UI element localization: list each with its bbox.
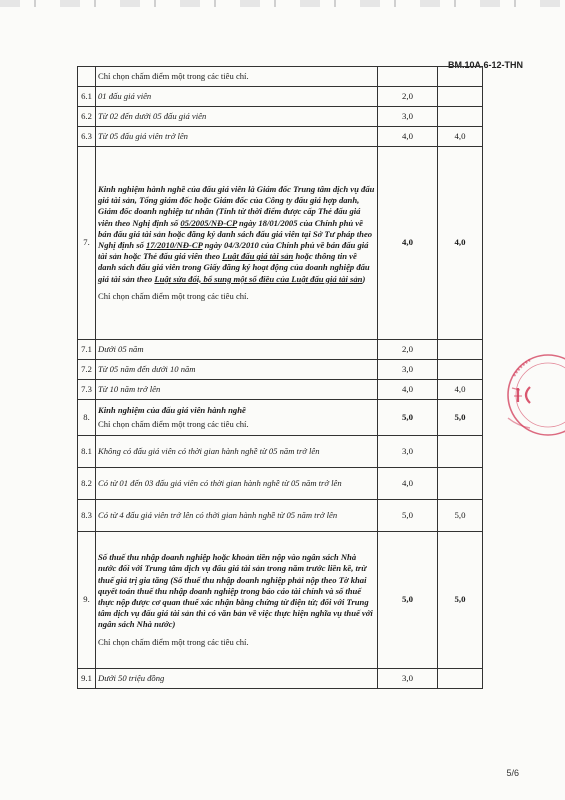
- max-score: 5,0: [378, 532, 438, 669]
- table-row: [78, 436, 483, 468]
- page-number: 5/6: [506, 768, 519, 778]
- awarded-score: [438, 669, 483, 689]
- row-number: 7.3: [78, 380, 96, 400]
- row-number: 8.1: [78, 436, 96, 468]
- row-number: 6.1: [78, 87, 96, 107]
- criteria-text: Từ 10 năm trở lên: [96, 380, 378, 400]
- table-row: [78, 340, 483, 360]
- row-number: 8.3: [78, 500, 96, 532]
- awarded-score: 5,0: [438, 500, 483, 532]
- awarded-score: 5,0: [438, 532, 483, 669]
- max-score: 5,0: [378, 500, 438, 532]
- criteria-text: Từ 02 đến dưới 05 đấu giá viên: [96, 107, 378, 127]
- row-number: 7.2: [78, 360, 96, 380]
- red-seal-stamp: [500, 348, 565, 442]
- criteria-text: Từ 05 đấu giá viên trở lên: [96, 127, 378, 147]
- criteria-text: Kinh nghiệm của đấu giá viên hành nghề Chỉ chọn chấm điểm một trong các tiêu chí.: [96, 400, 378, 436]
- criteria-text: Dưới 05 năm: [96, 340, 378, 360]
- awarded-score: [438, 360, 483, 380]
- awarded-score: [438, 436, 483, 468]
- awarded-score: 4,0: [438, 147, 483, 340]
- max-score: 2,0: [378, 87, 438, 107]
- table-row: [78, 127, 483, 147]
- row-number: 6.2: [78, 107, 96, 127]
- criteria-text: Số thuế thu nhập doanh nghiệp hoặc khoản tiền nộp vào ngân sách Nhà nước đối với Trung tâm dịch vụ đấu giá tài sản trong năm trước liền kề, trừ thuế giá trị gia tăng (Số thuế thu nhập doanh nghiệp phải nộp theo Tờ khai quyết toán thuế thu nhập doanh nghiệp trong báo cáo tài chính và số thuế thực nộp được cơ quan thuế xác nhận bằng chứng từ điện tử; đối với Trung tâm dịch vụ đấu giá tài sản thì có văn bản về việc thực hiện nghĩa vụ thuế với ngân sách Nhà nước) Chỉ chọn chấm điểm một trong các tiêu chí.: [96, 532, 378, 669]
- criteria-note: Chỉ chọn chấm điểm một trong các tiêu chí.: [98, 290, 249, 301]
- row-number: 8.2: [78, 468, 96, 500]
- criteria-table: [77, 66, 483, 689]
- max-score: 4,0: [378, 147, 438, 340]
- awarded-score: 4,0: [438, 127, 483, 147]
- table-row: [78, 67, 483, 87]
- criteria-text: Kinh nghiệm hành nghề của đấu giá viên là Giám đốc Trung tâm dịch vụ đấu giá tài sản, Tổng giám đốc hoặc Giám đốc của Công ty đấu giá hợp danh, Giám đốc doanh nghiệp tư nhân (Tính từ thời điểm được cấp Thẻ đấu giá viên theo Nghị định số 05/2005/NĐ-CP ngày 18/01/2005 của Chính phủ về bán đấu giá tài sản hoặc đăng ký danh sách đấu giá viên tại Sở Tư pháp theo Nghị định số 17/2010/NĐ-CP ngày 04/3/2010 của Chính phủ về bán đấu giá tài sản hoặc Thẻ đấu giá viên theo Luật đấu giá tài sản hoặc thông tin về danh sách đấu giá viên trong Giấy đăng ký hoạt động của doanh nghiệp đấu giá tài sản theo Luật sửa đổi, bổ sung một số điều của Luật đấu giá tài sản) Chỉ chọn chấm điểm một trong các tiêu chí.: [96, 147, 378, 340]
- max-score: 3,0: [378, 669, 438, 689]
- table-row: [78, 532, 483, 669]
- awarded-score: [438, 468, 483, 500]
- max-score: 4,0: [378, 127, 438, 147]
- table-row: [78, 360, 483, 380]
- criteria-note: Chỉ chọn chấm điểm một trong các tiêu chí.: [98, 419, 249, 429]
- max-score: 5,0: [378, 400, 438, 436]
- criteria-note: Chỉ chọn chấm điểm một trong các tiêu chí.: [98, 636, 249, 647]
- table-row: [78, 669, 483, 689]
- row-number: 9.1: [78, 669, 96, 689]
- table-row: [78, 500, 483, 532]
- row-number: 6.3: [78, 127, 96, 147]
- table-row: [78, 400, 483, 436]
- awarded-score: 4,0: [438, 380, 483, 400]
- awarded-score: [438, 340, 483, 360]
- awarded-score: [438, 87, 483, 107]
- max-score: 4,0: [378, 468, 438, 500]
- row-number: 9.: [78, 532, 96, 669]
- criteria-text: Không có đấu giá viên có thời gian hành nghề từ 05 năm trở lên: [96, 436, 378, 468]
- table-row: [78, 147, 483, 340]
- table-row: [78, 380, 483, 400]
- criteria-text: Có từ 01 đến 03 đấu giá viên có thời gian hành nghề từ 05 năm trở lên: [96, 468, 378, 500]
- max-score: 3,0: [378, 360, 438, 380]
- criteria-text: Có từ 4 đấu giá viên trở lên có thời gian hành nghề từ 05 năm trở lên: [96, 500, 378, 532]
- awarded-score: [438, 107, 483, 127]
- max-score: 3,0: [378, 436, 438, 468]
- max-score: 4,0: [378, 380, 438, 400]
- criteria-text: 01 đấu giá viên: [96, 87, 378, 107]
- criteria-text: Dưới 50 triệu đồng: [96, 669, 378, 689]
- criteria-text: Từ 05 năm đến dưới 10 năm: [96, 360, 378, 380]
- row-number: 7.: [78, 147, 96, 340]
- table-row: [78, 468, 483, 500]
- max-score: 3,0: [378, 107, 438, 127]
- row-number: 7.1: [78, 340, 96, 360]
- criteria-note: Chỉ chọn chấm điểm một trong các tiêu chí.: [96, 67, 378, 87]
- scan-edge: [0, 0, 565, 7]
- max-score: 2,0: [378, 340, 438, 360]
- awarded-score: 5,0: [438, 400, 483, 436]
- table-row: [78, 87, 483, 107]
- table-row: [78, 107, 483, 127]
- row-number: 8.: [78, 400, 96, 436]
- document-code: BM.10A.6-12-THN: [447, 60, 523, 70]
